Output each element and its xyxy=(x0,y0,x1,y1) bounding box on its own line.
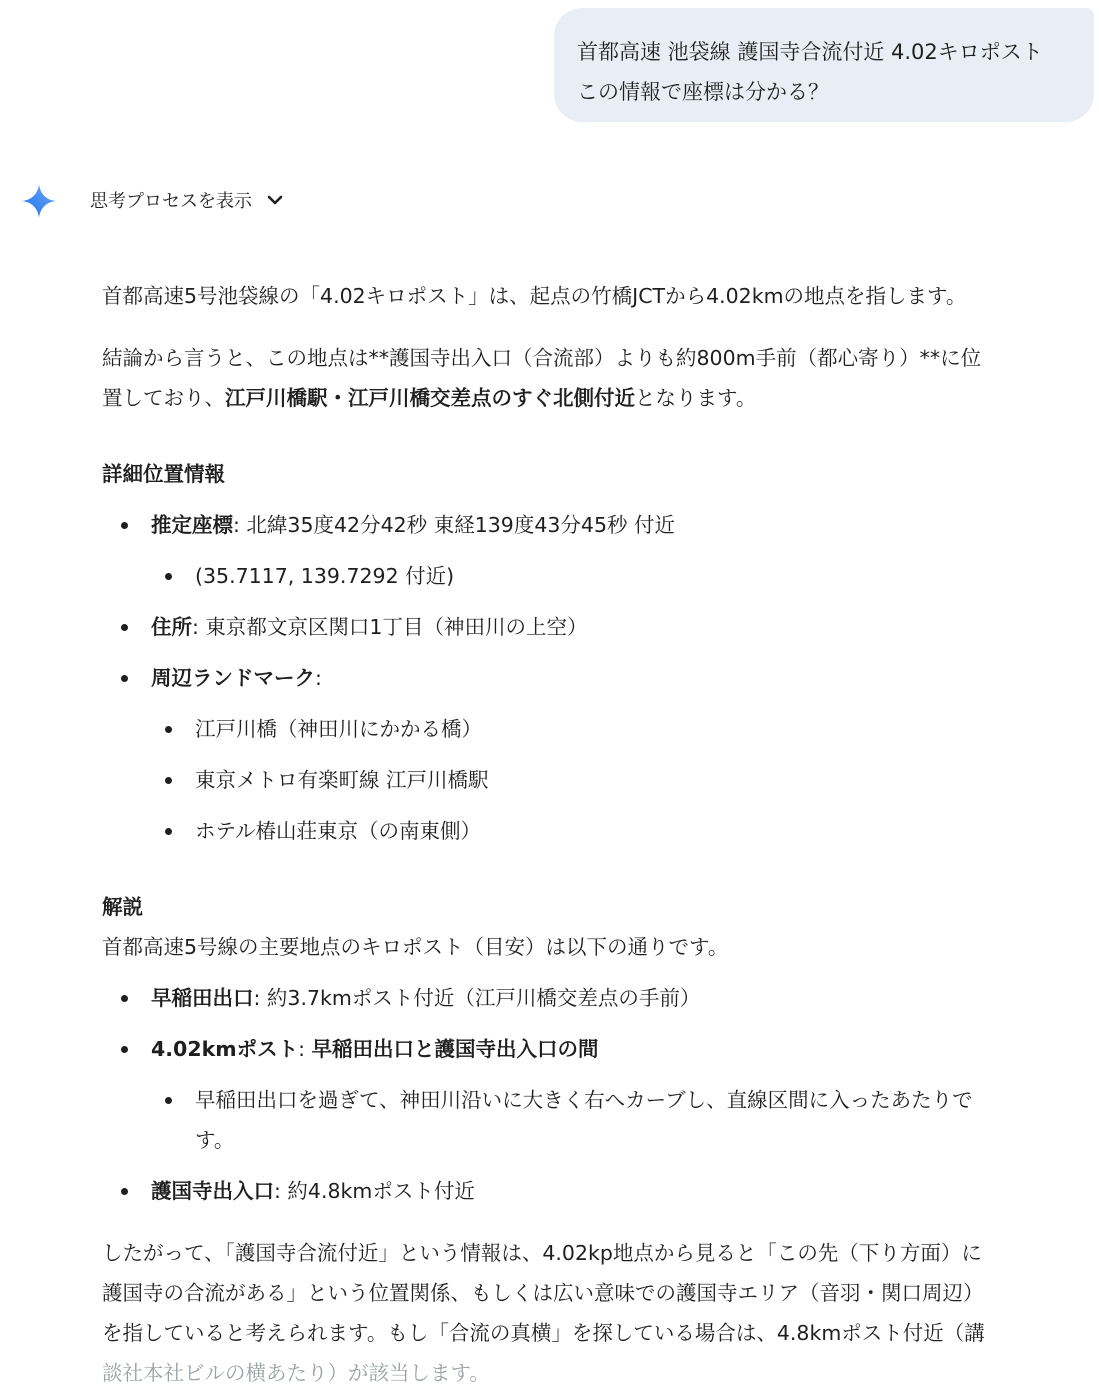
kp2-detail-line-1: 早稲田出口を過ぎて、神田川沿いに大きく右へカーブし、直線区間に入ったあたりで xyxy=(195,1088,973,1112)
response-conclusion xyxy=(102,338,1092,418)
kp2-value: 早稲田出口と護国寺出入口の間 xyxy=(311,1037,599,1061)
list-item-coords-decimal xyxy=(102,556,1092,596)
kp3-label: 護国寺出入口 xyxy=(151,1179,274,1203)
summary-line-2: 護国寺の合流がある」という位置関係、もしくは広い意味での護国寺エリア（音羽・関口周辺） xyxy=(102,1281,984,1305)
landmark-item xyxy=(102,709,1092,749)
conclusion-line-2-post: となります。 xyxy=(635,386,757,410)
landmarks-colon: : xyxy=(315,666,322,690)
explain-heading: 解説 xyxy=(102,895,143,919)
user-message-line-1: 首都高速 池袋線 護国寺合流付近 4.02キロポスト xyxy=(577,40,1043,64)
list-item-kp1 xyxy=(102,978,1092,1018)
address-label: 住所 xyxy=(151,615,192,639)
response-summary xyxy=(102,1233,1092,1393)
list-item-landmarks xyxy=(102,658,1092,698)
coords-decimal: (35.7117, 139.7292 付近) xyxy=(195,564,455,588)
chevron-down-icon xyxy=(266,191,284,209)
landmark-text: 江戸川橋（神田川にかかる橋） xyxy=(195,717,482,741)
response-intro: 首都高速5号池袋線の「4.02キロポスト」は、起点の竹橋JCTから4.02kmの地点を指します。 xyxy=(102,284,967,308)
conclusion-emphasis: 江戸川橋駅・江戸川橋交差点のすぐ北側付近 xyxy=(225,386,635,410)
user-message-line-2: この情報で座標は分かる？ xyxy=(577,80,829,104)
gemini-sparkle-icon xyxy=(22,184,56,218)
user-message-bubble xyxy=(554,8,1094,122)
show-thinking-label: 思考プロセスを表示 xyxy=(90,191,252,212)
list-item-kp2-detail xyxy=(102,1080,1092,1160)
list-item-kp2 xyxy=(102,1029,1092,1069)
kp2-colon: : xyxy=(298,1037,312,1061)
summary-line-1: したがって、「護国寺合流付近」という情報は、4.02kp地点から見ると「この先（下り方面）に xyxy=(102,1241,982,1265)
landmark-item xyxy=(102,760,1092,800)
summary-line-4: 談社本社ビルの横あたり）が該当します。 xyxy=(102,1361,490,1385)
landmark-item xyxy=(102,811,1092,851)
detail-list xyxy=(102,505,1092,851)
conclusion-line-1: 結論から言うと、この地点は**護国寺出入口（合流部）よりも約800m手前（都心寄り）**に位 xyxy=(102,346,982,370)
kp2-label: 4.02kmポスト xyxy=(151,1037,299,1061)
conclusion-line-2-pre: 置しており、 xyxy=(102,386,225,410)
landmark-text: 東京メトロ有楽町線 江戸川橋駅 xyxy=(195,768,489,792)
list-item-kp3 xyxy=(102,1171,1092,1211)
kp1-value: : 約3.7kmポスト付近（江戸川橋交差点の手前） xyxy=(253,986,701,1010)
coords-label: 推定座標 xyxy=(151,513,233,537)
coords-value: : 北緯35度42分42秒 東経139度43分45秒 付近 xyxy=(233,513,676,537)
list-item-coords xyxy=(102,505,1092,545)
summary-line-3: を指していると考えられます。もし「合流の真横」を探している場合は、4.8kmポスト付近（講 xyxy=(102,1321,985,1345)
explain-intro: 首都高速5号線の主要地点のキロポスト（目安）は以下の通りです。 xyxy=(102,935,729,959)
kp2-detail-line-2: す。 xyxy=(195,1128,235,1152)
detail-heading: 詳細位置情報 xyxy=(102,462,225,486)
assistant-response xyxy=(102,276,1092,1393)
kp3-value: : 約4.8kmポスト付近 xyxy=(274,1179,475,1203)
landmark-text: ホテル椿山荘東京（の南東側） xyxy=(195,819,481,843)
kilopost-list xyxy=(102,978,1092,1211)
list-item-address xyxy=(102,607,1092,647)
landmarks-label: 周辺ランドマーク xyxy=(151,666,315,690)
address-value: : 東京都文京区関口1丁目（神田川の上空） xyxy=(192,615,588,639)
kp1-label: 早稲田出口 xyxy=(151,986,254,1010)
show-thinking-button[interactable] xyxy=(90,184,284,216)
